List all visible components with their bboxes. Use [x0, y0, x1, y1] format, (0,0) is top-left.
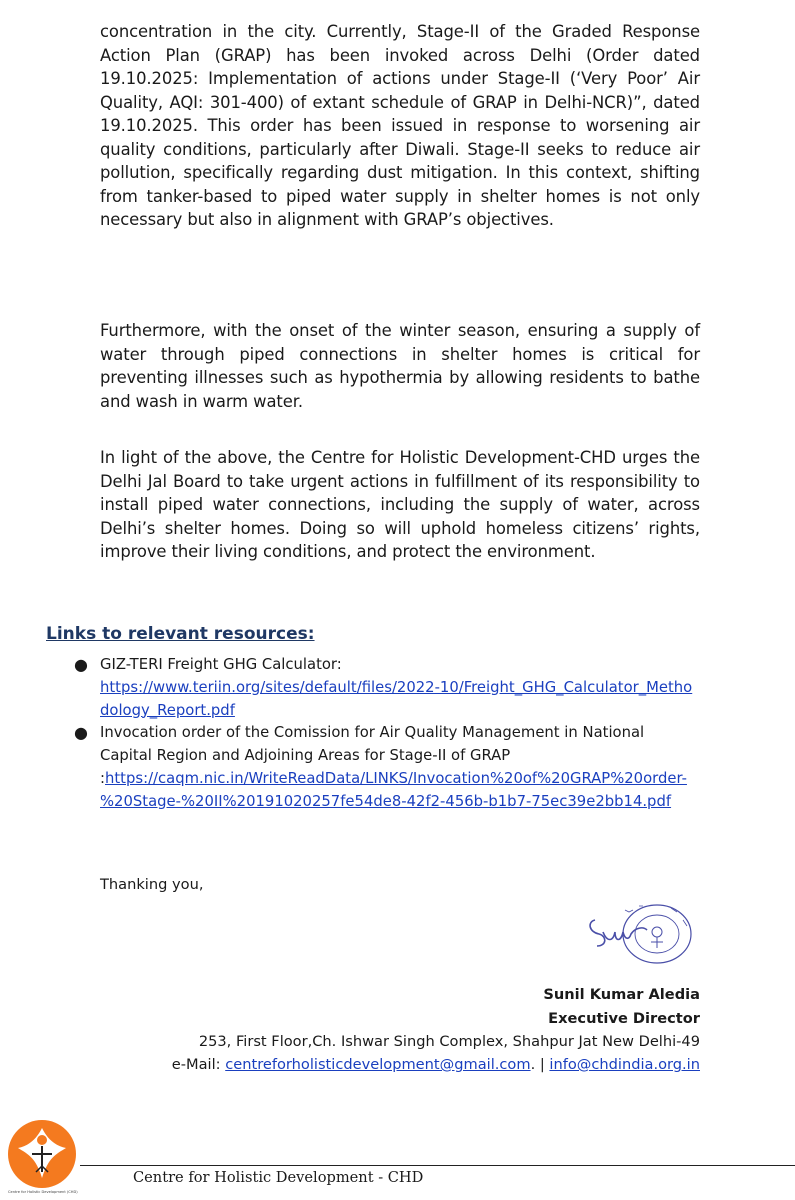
- footer-divider: [80, 1165, 795, 1166]
- email-link-primary[interactable]: centreforholisticdevelopment@gmail.com: [225, 1056, 531, 1073]
- chd-logo-icon: [6, 1118, 78, 1194]
- email-separator: . |: [530, 1056, 550, 1073]
- resource-item-caqm: [74, 722, 700, 813]
- postal-address: 253, First Floor,Ch. Ishwar Singh Complex, Shahpur Jat New Delhi-49: [198, 1033, 700, 1050]
- body-paragraph-3: In light of the above, the Centre for Holistic Development-CHD urges the Delhi Jal Board to take urgent actions in fulfillment of its responsibility to install piped water connections, including the supply of water, across Delhi’s shelter homes. Doing so will uphold homeless citizens’ rights, improve their living conditions, and protect the environment.: [100, 448, 700, 561]
- body-paragraph-1: concentration in the city. Currently, Stage-II of the Graded Response Action Plan (GRAP) has been invoked across Delhi (Order dated 19.10.2025: Implementation of actions under Stage-II (‘Very Poor’ Air Quality, AQI: 301-400) of extant schedule of GRAP in Delhi-NCR)”, dated 19.10.2025. This order has been issued in response to worsening air quality conditions, particularly after Diwali. Stage-II seeks to reduce air pollution, specifically regarding dust mitigation. In this context, shifting from tanker-based to piped water supply in shelter homes is not only necessary but also in alignment with GRAP’s objectives.: [100, 22, 700, 229]
- resource-link[interactable]: https://www.teriin.org/sites/default/files/2022-10/Freight_GHG_Calculator_Methodology_Report.pdf: [100, 678, 693, 719]
- link-prefix: :: [100, 769, 105, 787]
- resource-link[interactable]: https://caqm.nic.in/WriteReadData/LINKS/Invocation%20of%20GRAP%20order-%20Stage-%20II%20191020257fe54de8-42f2-456b-b1b7-75ec39e2bb14.pdf: [100, 769, 687, 810]
- resource-title: Invocation order of the Comission for Air Quality Management in National Capital Region and Adjoining Areas for Stage-II of GRAP: [100, 724, 645, 765]
- resource-item-giz-teri: [74, 654, 700, 722]
- signature-stamp-icon: [585, 902, 697, 968]
- email-label: e-Mail:: [171, 1056, 226, 1073]
- logo-caption: Centre for Holistic Development (CHD): [8, 1190, 78, 1194]
- email-line: [172, 1056, 700, 1073]
- signatory-name: Sunil Kumar Aledia: [543, 986, 700, 1003]
- closing-thanks: Thanking you,: [100, 876, 204, 893]
- bullet-icon: ●: [74, 655, 88, 674]
- email-link-secondary[interactable]: info@chdindia.org.in: [549, 1056, 700, 1073]
- bullet-icon: ●: [74, 723, 88, 743]
- resource-title: GIZ-TERI Freight GHG Calculator:: [100, 656, 342, 673]
- footer-org-name: Centre for Holistic Development - CHD: [133, 1169, 424, 1186]
- resource-list: [74, 654, 700, 814]
- body-paragraph-2: Furthermore, with the onset of the winter season, ensuring a supply of water through piped connections in shelter homes is critical for preventing illnesses such as hypothermia by allowing residents to bathe and wash in warm water.: [100, 321, 700, 411]
- links-heading: Links to relevant resources:: [46, 624, 315, 644]
- signatory-title: Executive Director: [548, 1010, 700, 1027]
